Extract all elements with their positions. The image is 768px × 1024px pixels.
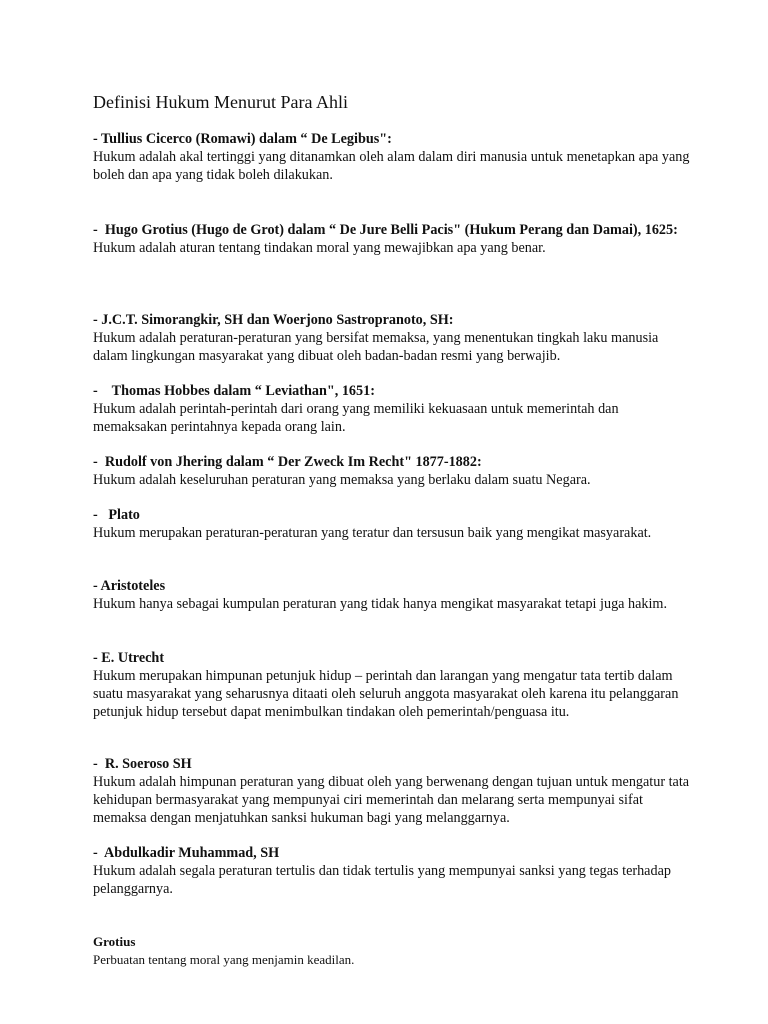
entry-body: Hukum adalah keseluruhan peraturan yang memaksa yang berlaku dalam suatu Negara. [93, 472, 591, 488]
entry-heading: - J.C.T. Simorangkir, SH dan Woerjono Sastropranoto, SH: [93, 312, 454, 328]
entry-heading: - R. Soeroso SH [93, 756, 192, 772]
entry-grotius [93, 221, 693, 257]
entry-body: Hukum adalah himpunan peraturan yang dibuat oleh yang berwenang dengan tujuan untuk mengatur tata kehidupan bermasyarakat yang mempunyai ciri memerintah dan melarang serta mempunyai sifat memaksa dengan menjatuhkan sanksi hukuman bagi yang melanggarnya. [93, 774, 690, 826]
entry-body: Hukum adalah perintah-perintah dari orang yang memiliki kekuasaan untuk memerintah dan memaksakan perintahnya kepada orang lain. [93, 401, 619, 435]
entry-cicero [93, 130, 693, 184]
footer-note [93, 933, 693, 969]
entry-jhering [93, 453, 693, 489]
entry-hobbes [93, 382, 693, 436]
entry-utrecht [93, 649, 693, 721]
footer-body: Perbuatan tentang moral yang menjamin keadilan. [93, 952, 355, 967]
entry-heading: - Plato [93, 507, 140, 523]
entry-body: Hukum adalah peraturan-peraturan yang bersifat memaksa, yang menentukan tingkah laku manusia dalam lingkungan masyarakat yang dibuat oleh badan-badan resmi yang berwajib. [93, 330, 659, 364]
entry-simorangkir [93, 311, 693, 365]
entry-plato [93, 506, 693, 542]
entry-heading: - Rudolf von Jhering dalam “ Der Zweck Im Recht" 1877-1882: [93, 454, 482, 470]
entry-heading: - Aristoteles [93, 578, 166, 594]
entry-heading: - Hugo Grotius (Hugo de Grot) dalam “ De Jure Belli Pacis" (Hukum Perang dan Damai), 1625: [93, 222, 678, 238]
entry-body: Hukum adalah segala peraturan tertulis dan tidak tertulis yang mempunyai sanksi yang tegas terhadap pelanggarnya. [93, 863, 671, 897]
entry-body: Hukum adalah aturan tentang tindakan moral yang mewajibkan apa yang benar. [93, 240, 546, 256]
document-title: Definisi Hukum Menurut Para Ahli [93, 92, 348, 112]
entry-body: Hukum merupakan himpunan petunjuk hidup – perintah dan larangan yang mengatur tata tertib dalam suatu masyarakat yang seharusnya ditaati oleh seluruh anggota masyarakat oleh karena itu pelanggaran petunjuk hidup tersebut dapat menimbulkan tindakan oleh pemerintah/penguasa itu. [93, 668, 679, 720]
entry-heading: - Abdulkadir Muhammad, SH [93, 845, 280, 861]
entry-heading: - Thomas Hobbes dalam “ Leviathan", 1651: [93, 383, 375, 399]
entry-aristoteles [93, 577, 693, 613]
entry-body: Hukum merupakan peraturan-peraturan yang teratur dan tersusun baik yang mengikat masyarakat. [93, 525, 652, 541]
document-page [93, 90, 693, 897]
entry-body: Hukum adalah akal tertinggi yang ditanamkan oleh alam dalam diri manusia untuk menetapkan apa yang boleh dan apa yang tidak boleh dilakukan. [93, 149, 690, 183]
entry-heading: - Tullius Cicerco (Romawi) dalam “ De Legibus": [93, 131, 392, 147]
footer-heading: Grotius [93, 934, 136, 949]
entry-heading: - E. Utrecht [93, 650, 165, 666]
entry-abdulkadir [93, 844, 693, 898]
entry-body: Hukum hanya sebagai kumpulan peraturan yang tidak hanya mengikat masyarakat tetapi juga hakim. [93, 596, 668, 612]
entry-soeroso [93, 755, 693, 827]
